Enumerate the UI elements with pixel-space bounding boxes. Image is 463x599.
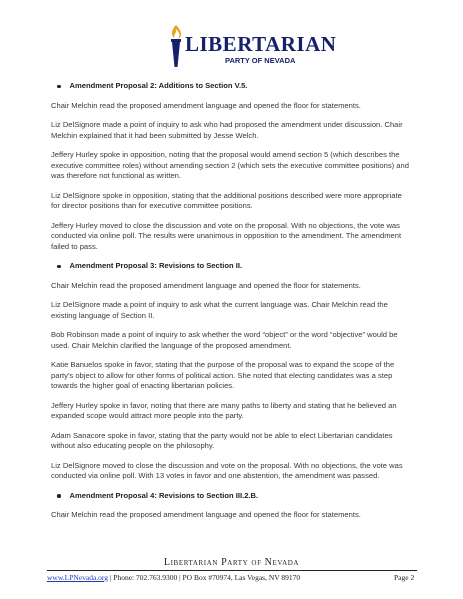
torch-icon [165, 24, 187, 68]
paragraph [51, 150, 411, 182]
paragraph-text: Liz DelSignore made a point of inquiry to ask what the current language was. Chair Melchin read the existing language of Section II. [51, 300, 388, 320]
paragraph [51, 101, 411, 112]
paragraph [51, 221, 411, 253]
paragraph [51, 510, 411, 521]
page-number: Page 2 [394, 573, 415, 582]
paragraph [51, 300, 411, 321]
section-heading [51, 491, 411, 502]
section-heading-text: Amendment Proposal 4: Revisions to Section III.2.B. [69, 490, 259, 500]
website-link[interactable]: www.LPNevada.org [47, 573, 109, 582]
paragraph [51, 281, 411, 292]
footer-contact: | Phone: 702.763.9300 | PO Box #70974, Las Vegas, NV 89170 [108, 573, 301, 582]
paragraph [51, 191, 411, 212]
footer-contact-line [47, 573, 300, 582]
paragraph-text: Liz DelSignore made a point of inquiry to ask who had proposed the amendment under discussion. Chair Melchin explained that it had been submitted by Jesse Welch. [51, 120, 403, 140]
footer-title: Libertarian Party of Nevada [163, 557, 300, 568]
section-heading-text: Amendment Proposal 3: Revisions to Section II. [69, 261, 243, 270]
paragraph-text: Bob Robinson made a point of inquiry to ask whether the word “object” or the word “objective” would be used. Chair Melchin clarified the language of the proposed amendment. [51, 330, 398, 350]
logo-subtitle: PARTY OF NEVADA [225, 56, 296, 65]
paragraph [51, 431, 411, 452]
bullet-icon [57, 494, 61, 498]
paragraph [51, 401, 411, 422]
minutes-body [51, 81, 411, 530]
paragraph-text: Chair Melchin read the proposed amendment language and opened the floor for statements. [51, 100, 361, 110]
section-heading [51, 261, 411, 272]
paragraph-text: Liz DelSignore spoke in opposition, stating that the additional positions described were more appropriate for director positions than for executive committee positions. [51, 190, 402, 210]
section-heading [51, 81, 411, 92]
paragraph-text: Chair Melchin read the proposed amendment language and opened the floor for statements. [51, 280, 361, 290]
paragraph-text: Chair Melchin read the proposed amendment language and opened the floor for statements. [51, 510, 361, 519]
bullet-icon [57, 85, 61, 89]
paragraph-text: Liz DelSignore moved to close the discussion and vote on the proposal. With no objections, the vote was conducted via online poll. With 13 votes in favor and one abstention, the amendment was passed. [51, 460, 403, 480]
bullet-icon [57, 265, 61, 269]
paragraph [51, 461, 411, 482]
paragraph-text: Adam Sanacore spoke in favor, stating that the party would not be able to elect Libertarian candidates without also educating people on the philosophy. [51, 430, 393, 450]
footer-divider [47, 570, 417, 571]
paragraph [51, 120, 411, 141]
paragraph-text: Jeffery Hurley spoke in favor, noting that there are many paths to liberty and stating that he believed an expanded scope would attract more people into the party. [51, 400, 397, 420]
paragraph-text: Katie Banuelos spoke in favor, stating that the purpose of the proposal was to expand the scope of the party’s object to allow for other forms of political action. She noted that electing candidates was a step towards the higher goal of enacting libertarian policies. [51, 360, 395, 390]
paragraph [51, 330, 411, 351]
paragraph-text: Jeffery Hurley moved to close the discussion and vote on the proposal. With no objections, the vote was conducted via online poll. The results were unanimous in opposition to the amendment. The amendment failed to pass. [51, 220, 402, 251]
party-logo [165, 24, 337, 70]
logo-name: LIBERTARIAN [185, 32, 337, 56]
section-heading-text: Amendment Proposal 2: Additions to Section V.5. [69, 81, 248, 90]
paragraph-text: Jeffery Hurley spoke in opposition, noting that the proposal would amend section 5 (which describes the executive committee roles) without amending section 2 (which sets the executive committee positions) and was therefore not functional as written. [51, 150, 409, 180]
paragraph [51, 360, 411, 392]
